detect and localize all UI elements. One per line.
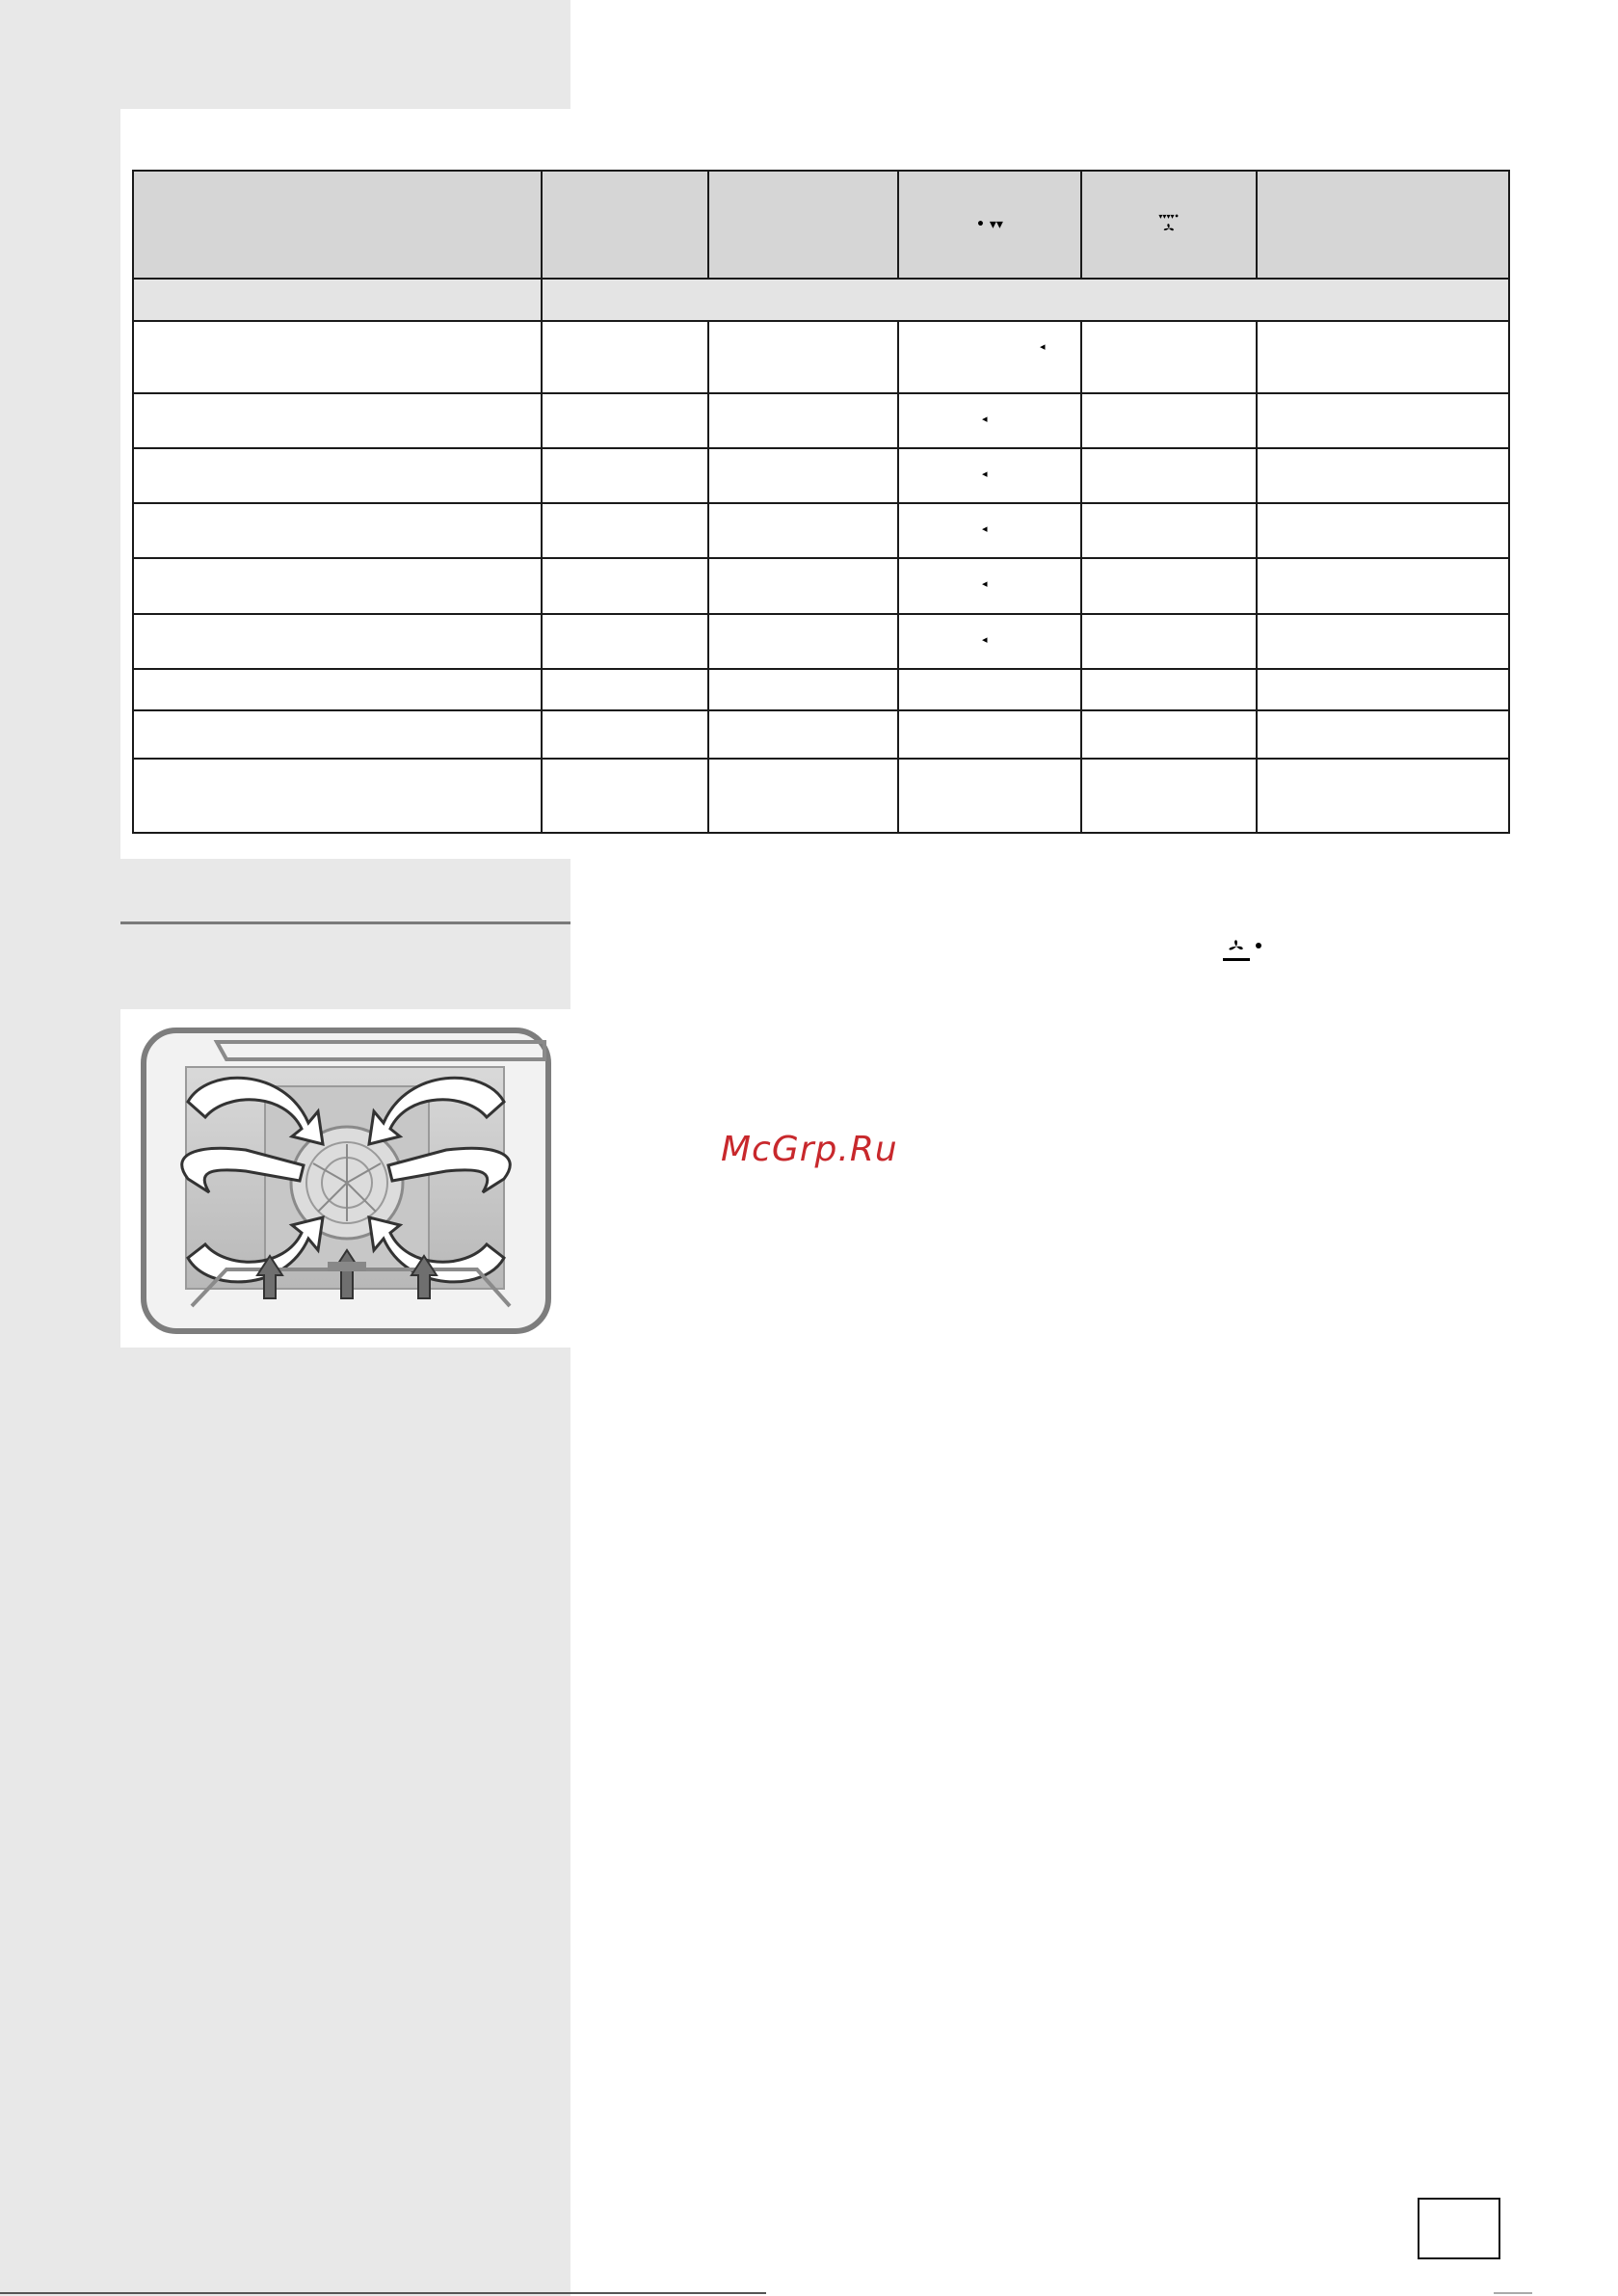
table-row bbox=[133, 393, 1509, 448]
table-cell bbox=[708, 321, 898, 393]
table-cell bbox=[1081, 503, 1257, 558]
table-cell bbox=[542, 669, 708, 710]
table-cell bbox=[708, 448, 898, 503]
table-cell bbox=[898, 669, 1081, 710]
table-row bbox=[133, 448, 1509, 503]
table-cell bbox=[133, 614, 542, 669]
table-cell bbox=[133, 759, 542, 833]
table-cell bbox=[133, 321, 542, 393]
section-cell-left bbox=[133, 279, 542, 321]
header-cell-dish bbox=[133, 171, 542, 279]
fan-icon bbox=[1160, 221, 1178, 236]
table-cell bbox=[1081, 710, 1257, 759]
baking-table bbox=[132, 170, 1508, 834]
table-cell bbox=[1081, 448, 1257, 503]
table-row bbox=[133, 710, 1509, 759]
table-cell bbox=[542, 448, 708, 503]
section-divider bbox=[120, 921, 570, 924]
table-cell bbox=[1257, 669, 1509, 710]
table-row bbox=[133, 558, 1509, 613]
table-cell bbox=[708, 503, 898, 558]
table-cell bbox=[898, 710, 1081, 759]
table-cell bbox=[133, 503, 542, 558]
table-row bbox=[133, 321, 1509, 393]
table-cell bbox=[542, 321, 708, 393]
table-section-row bbox=[133, 279, 1509, 321]
heat-marks-icon: ▾▾▾▾• bbox=[1158, 212, 1180, 221]
table-cell bbox=[133, 448, 542, 503]
table-cell bbox=[1081, 321, 1257, 393]
table-row bbox=[133, 503, 1509, 558]
table-cell bbox=[542, 558, 708, 613]
table-cell bbox=[133, 710, 542, 759]
oven-airflow-illustration bbox=[120, 1009, 570, 1348]
arrow-marker-icon: ◂ bbox=[1040, 340, 1046, 354]
table-cell bbox=[1257, 448, 1509, 503]
table-cell bbox=[708, 558, 898, 613]
arrow-marker-icon: ◂ bbox=[982, 413, 988, 426]
table-cell bbox=[708, 710, 898, 759]
header-cell-2 bbox=[542, 171, 708, 279]
table-cell bbox=[133, 393, 542, 448]
table-cell bbox=[708, 669, 898, 710]
header-cell-6 bbox=[1257, 171, 1509, 279]
oven-diagram-svg bbox=[120, 1009, 570, 1348]
table-cell bbox=[898, 759, 1081, 833]
watermark: McGrp.Ru bbox=[721, 1130, 898, 1169]
section-cell-right bbox=[542, 279, 1509, 321]
header-cell-3 bbox=[708, 171, 898, 279]
table-cell bbox=[542, 759, 708, 833]
table-row bbox=[133, 669, 1509, 710]
table-cell bbox=[542, 614, 708, 669]
table-cell bbox=[1257, 558, 1509, 613]
table-cell bbox=[133, 558, 542, 613]
footer-mark bbox=[1494, 2292, 1532, 2294]
settings-table bbox=[132, 170, 1510, 834]
table-cell bbox=[1081, 614, 1257, 669]
table-cell bbox=[1257, 503, 1509, 558]
table-cell bbox=[898, 448, 1081, 503]
arrow-marker-icon: ◂ bbox=[982, 632, 988, 646]
table-cell bbox=[542, 710, 708, 759]
table-row bbox=[133, 614, 1509, 669]
table-row bbox=[133, 759, 1509, 833]
table-cell bbox=[898, 393, 1081, 448]
arrow-marker-icon: ◂ bbox=[982, 522, 988, 536]
footer-line bbox=[0, 2292, 766, 2294]
arrow-marker-icon: ◂ bbox=[982, 577, 988, 591]
table-cell bbox=[708, 759, 898, 833]
table-cell bbox=[542, 503, 708, 558]
table-cell bbox=[542, 393, 708, 448]
bullet-dot bbox=[1256, 943, 1261, 948]
table-cell bbox=[133, 669, 542, 710]
arrow-marker-icon: ◂ bbox=[982, 467, 988, 481]
page-number-box bbox=[1418, 2198, 1500, 2259]
table-cell bbox=[1257, 759, 1509, 833]
header-cell-hot-air bbox=[1081, 171, 1257, 279]
table-cell bbox=[708, 393, 898, 448]
table-cell bbox=[1257, 321, 1509, 393]
top-bottom-heat-icon: • ▾▾ bbox=[976, 217, 1003, 232]
table-cell bbox=[1257, 710, 1509, 759]
table-cell bbox=[898, 503, 1081, 558]
table-cell bbox=[1257, 614, 1509, 669]
table-cell bbox=[1081, 759, 1257, 833]
table-cell bbox=[1081, 393, 1257, 448]
hot-air-icon bbox=[1082, 213, 1256, 236]
table-cell bbox=[1257, 393, 1509, 448]
table-cell bbox=[1081, 558, 1257, 613]
table-header-row bbox=[133, 171, 1509, 279]
fan-underlined-icon bbox=[1219, 933, 1254, 964]
table-cell bbox=[898, 614, 1081, 669]
header-cell-heating-mode bbox=[898, 171, 1081, 279]
table-cell bbox=[708, 614, 898, 669]
table-cell bbox=[1081, 669, 1257, 710]
table-cell bbox=[898, 558, 1081, 613]
table-cell bbox=[898, 321, 1081, 393]
